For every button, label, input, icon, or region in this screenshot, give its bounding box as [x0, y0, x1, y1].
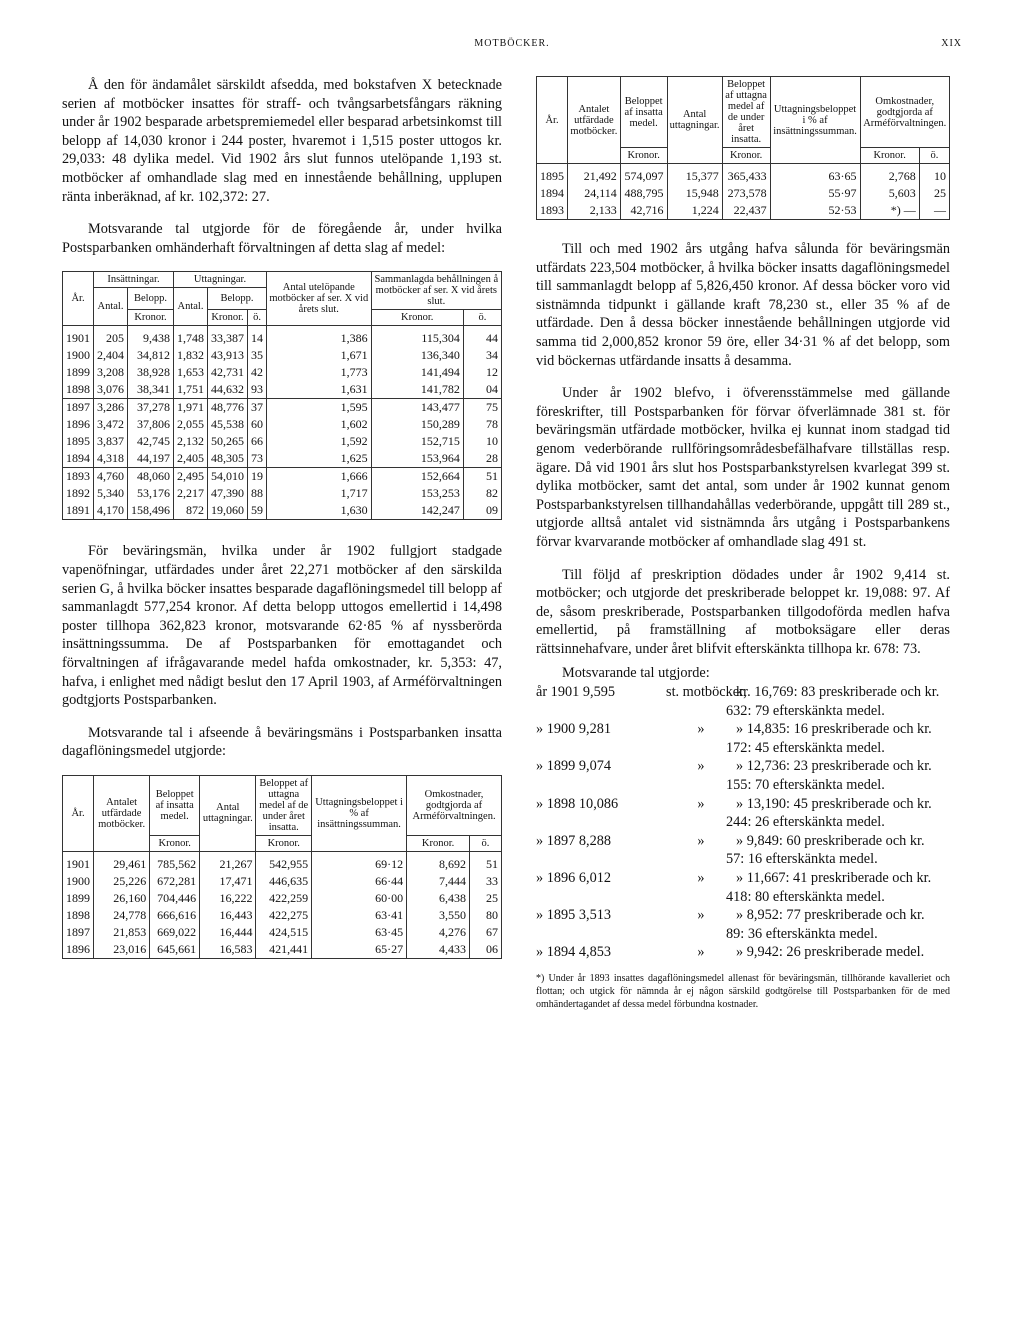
table-cell: 14 — [248, 326, 267, 348]
paragraph-totals: Till och med 1902 års utgång hafva sålunda för beväringsmän utfärdats 223,504 motböcker, å hvilka böcker insatts dagaflöningsmedel till sammanlagdt belopp af 5,826,450 kronor. Af dessa böcker voro vid sistnämnda tidpunkt i gällande kraft 78,230 st., eller 35 % af de utfärdade. Den å dessa böcker innestående behållningen utgjorde vid samma tid 2,000,852 kronor 59 öre, eller 34·31 % af det belopp, som vid böckernas utfärdande insatts å desamma. — [536, 241, 950, 369]
table-cell: 574,097 — [620, 164, 667, 186]
header-kronor: Kronor. — [150, 835, 200, 851]
x-series-table — [62, 271, 502, 520]
list-item-continuation: 244: 26 efterskänkta medel. — [726, 814, 885, 831]
year-cell: 1899 — [63, 890, 94, 907]
table-cell: 42,745 — [128, 433, 174, 450]
header-year: År. — [63, 272, 94, 326]
table-cell: 45,538 — [208, 416, 248, 433]
header-belopp-insatta: Beloppet af insatta medel. — [620, 77, 667, 148]
table-cell: 33,387 — [208, 326, 248, 348]
header-omkostnader: Omkostnader, godtgjorda af Arméförvaltningen. — [860, 77, 949, 148]
table-cell: 704,446 — [150, 890, 200, 907]
table-cell: 67 — [469, 924, 501, 941]
table-cell: 63·45 — [312, 924, 407, 941]
header-kronor: Kronor. — [722, 148, 770, 164]
table-cell: 669,022 — [150, 924, 200, 941]
header-sam-ore: ö. — [463, 310, 501, 326]
table-cell: 73 — [248, 450, 267, 468]
list-item — [536, 720, 950, 739]
paragraph-x-series: Å den för ändamålet särskildt afsedda, med bokstafven X betecknade serien af motböcker insattes för straff- och tvångsarbetsfångars räkning under år 1902 besparade arbetspremiemedel eller besparad arbetsinkomst till belopp af 14,030 kronor i 244 poster, hvaremot i 1,515 poster uttogos kr. 29,033: 48 dylika medel. Vid 1902 års slut funnos utelöpande 1,193 st. motböcker af omhandlade slag med en innestående behållning, upplupen ränta inberäknad, af kr. 102,372: 27. — [62, 77, 502, 205]
dagaflöning-table-body — [63, 851, 502, 958]
list-item-part: st. motböcker, — [666, 684, 747, 701]
table-cell: 51 — [469, 851, 501, 873]
table-cell: 16,222 — [200, 890, 256, 907]
table-cell: 2,055 — [174, 416, 208, 433]
table-cell: 1,631 — [267, 381, 372, 399]
table-row — [63, 485, 502, 502]
table-cell: 153,253 — [371, 485, 463, 502]
table-cell: 422,275 — [256, 907, 312, 924]
table-cell: 38,341 — [128, 381, 174, 399]
table-cell: 66·44 — [312, 873, 407, 890]
year-cell: 1900 — [63, 347, 94, 364]
table-cell: 1,666 — [267, 468, 372, 486]
table-cell: 65·27 — [312, 941, 407, 959]
table-cell: 422,259 — [256, 890, 312, 907]
list-item-part: » 12,736: 23 preskriberade och kr. — [736, 758, 932, 775]
header-year: År. — [63, 775, 94, 851]
table-row — [537, 164, 950, 186]
table-cell: 4,170 — [94, 502, 128, 520]
list-item-part: » — [697, 795, 705, 812]
table-cell: 21,492 — [568, 164, 621, 186]
list-item-part: » — [697, 870, 705, 886]
list-item — [536, 869, 950, 888]
paragraph-dagaflöning-intro: Motsvarande tal i afseende å beväringsmäns i Postsparbanken insatta dagaflöningsmedel utgjorde: — [62, 724, 502, 760]
table-cell: 44 — [463, 326, 501, 348]
list-item-part: » — [697, 907, 705, 924]
table-cell: 38,928 — [128, 364, 174, 381]
paragraph-prior-years: Motsvarande tal utgjorde för de föregående år, under hvilka Postsparbanken omhänderhaft förvaltningen af detta slag af medel: — [62, 221, 502, 256]
table-cell: 446,635 — [256, 873, 312, 890]
table-cell: 115,304 — [371, 326, 463, 348]
table-cell: 666,616 — [150, 907, 200, 924]
table-cell: 1,748 — [174, 326, 208, 348]
table-cell: 19,060 — [208, 502, 248, 520]
table-cell: 158,496 — [128, 502, 174, 520]
table-cell: 16,444 — [200, 924, 256, 941]
year-cell: 1895 — [63, 433, 94, 450]
year-cell: 1893 — [537, 202, 568, 220]
header-sam-kronor: Kronor. — [371, 310, 463, 326]
table-cell: 26,160 — [94, 890, 150, 907]
header-utt-kronor: Kronor. — [208, 310, 248, 326]
year-cell: 1894 — [63, 450, 94, 468]
table-cell: 66 — [248, 433, 267, 450]
x-series-table-body — [63, 326, 502, 520]
table-cell: 15,948 — [667, 185, 722, 202]
table-cell: 48,776 — [208, 399, 248, 417]
table-cell: 35 — [248, 347, 267, 364]
list-item-part: » 14,835: 16 preskriberade och kr. — [736, 721, 932, 738]
list-item-part: » 1898 10,086 — [536, 795, 619, 812]
table-cell: 10 — [463, 433, 501, 450]
table-cell: 16,583 — [200, 941, 256, 959]
table-row — [537, 185, 950, 202]
table-row — [63, 502, 502, 520]
running-title: MOTBÖCKER. — [474, 38, 550, 49]
table-cell: 488,795 — [620, 185, 667, 202]
list-item-part: » 1897 8,288 — [536, 832, 612, 849]
list-item-continuation: 155: 70 efterskänkta medel. — [726, 777, 885, 794]
table-cell: 25 — [469, 890, 501, 907]
list-item — [536, 906, 950, 925]
table-cell: 24,114 — [568, 185, 621, 202]
table-cell: 63·41 — [312, 907, 407, 924]
table-row — [63, 468, 502, 486]
year-cell: 1894 — [537, 185, 568, 202]
year-cell: 1896 — [63, 416, 94, 433]
table-cell: 50,265 — [208, 433, 248, 450]
header-ins-antal: Antal. — [94, 288, 128, 326]
paragraph-förvar: Under år 1902 blefvo, i öfverensstämmelse med gällande föreskrifter, till Postsparbanken för förvar öfverlämnade 381 st. för beväringsmän utfärdade motböcker, hvilka ej kunnat inom stadgad tid genom vederbörande rullföringsområdesbefälhafvare tillställas resp. ägare. Då vid 1901 års slut hos Postsparbankstyrelsen kvarlegat 399 st. dylika motböcker, samt det antal, som under år 1902 kunnat genom Postsparbankstyrelsen tillhandahållas vederbörande, uppgått till 289 st., utgjorde alltså antalet vid sistnämnda års utgång i Postsparbankens förvar kvarvarande motböcker af omhandlade slag 491 st. — [536, 385, 950, 550]
table-cell: 672,281 — [150, 873, 200, 890]
footnote: *) Under år 1893 insattes dagaflöningsmedel allenast för beväringsmän, tillhörande kavalleriet och flottan; och utgick för nämnda år ej någon särskild godtgörelse till Postsparbanken för de med omhändertagandet af dessa medel förbundna kostnader. — [536, 972, 950, 1010]
table-cell: — — [919, 202, 949, 220]
table-cell: 365,433 — [722, 164, 770, 186]
header-utt-antal: Antal. — [174, 288, 208, 326]
year-cell: 1899 — [63, 364, 94, 381]
table-cell: 6,438 — [407, 890, 470, 907]
table-cell: 60·00 — [312, 890, 407, 907]
table-cell: 69·12 — [312, 851, 407, 873]
list-item — [536, 943, 950, 962]
header-year: År. — [537, 77, 568, 164]
list-item-part: » — [697, 758, 705, 775]
table-cell: 37,278 — [128, 399, 174, 417]
table-cell: 872 — [174, 502, 208, 520]
table-row — [537, 202, 950, 220]
table-cell: 54,010 — [208, 468, 248, 486]
header-kronor: Kronor. — [860, 148, 919, 164]
paragraph-beväringsmän: För beväringsmän, hvilka under år 1902 fullgjort stadgade vapenöfningar, utfärdades under året 22,271 motböcker af den särskilda serien G, å hvilka böcker insattes besparade dagaflöningsmedel till belopp af sammanlagdt 577,254 kronor. Af detta belopp uttogos emellertid i 14,498 poster tillhopa 362,823 kronor, motsvarande 62·85 % af nyssberörda insättningssumma. De af Postsparbanken för emottagandet och förvaltningen af ifrågavarande medel hafda omkostnader, kr. 5,353: 47, hafva, i enlighet med nådigt beslut den 17 April 1903, af Arméförvaltningen godtgjorts Postsparbanken. — [62, 543, 502, 709]
list-item-part: » 11,667: 41 preskriberade och kr. — [736, 870, 932, 886]
table-cell: 82 — [463, 485, 501, 502]
table-cell: 93 — [248, 381, 267, 399]
header-insattningar: Insättningar. — [94, 272, 174, 288]
table-cell: 59 — [248, 502, 267, 520]
table-cell: 19 — [248, 468, 267, 486]
table-cell: 1,832 — [174, 347, 208, 364]
table-cell: 48,060 — [128, 468, 174, 486]
header-kronor: Kronor. — [256, 835, 312, 851]
table-cell: 60 — [248, 416, 267, 433]
list-item — [536, 795, 950, 814]
table-cell: 42,716 — [620, 202, 667, 220]
table-cell: 78 — [463, 416, 501, 433]
year-cell: 1897 — [63, 399, 94, 417]
table-cell: 1,671 — [267, 347, 372, 364]
preskription-list — [536, 683, 950, 962]
list-item-continuation: 57: 16 efterskänkta medel. — [726, 851, 878, 868]
header-antal-uttagningar: Antal uttagningar. — [200, 775, 256, 851]
table-cell: 33 — [469, 873, 501, 890]
table-cell: 153,964 — [371, 450, 463, 468]
dagaflöning-table-continued-body — [537, 164, 950, 220]
header-kronor: Kronor. — [620, 148, 667, 164]
header-ins-belopp: Belopp. — [128, 288, 174, 310]
table-cell: 3,076 — [94, 381, 128, 399]
year-cell: 1893 — [63, 468, 94, 486]
table-cell: 273,578 — [722, 185, 770, 202]
table-cell: 52·53 — [770, 202, 860, 220]
list-item-part: » 1895 3,513 — [536, 907, 612, 924]
year-cell: 1901 — [63, 851, 94, 873]
table-cell: 23,016 — [94, 941, 150, 959]
table-cell: 1,773 — [267, 364, 372, 381]
table-row — [63, 347, 502, 364]
table-cell: 51 — [463, 468, 501, 486]
list-item-part: » 8,952: 77 preskriberade och kr. — [736, 907, 925, 924]
table-cell: 17,471 — [200, 873, 256, 890]
table-cell: 34,812 — [128, 347, 174, 364]
table-row — [63, 381, 502, 399]
table-row — [63, 924, 502, 941]
header-sammanlagda: Sammanlagda behållningen å motböcker af ser. X vid årets slut. — [371, 272, 501, 310]
table-cell: 2,217 — [174, 485, 208, 502]
table-cell: 2,495 — [174, 468, 208, 486]
table-cell: 55·97 — [770, 185, 860, 202]
table-cell: 1,971 — [174, 399, 208, 417]
header-belopp-insatta: Beloppet af insatta medel. — [150, 775, 200, 835]
header-antal-uttagningar: Antal uttagningar. — [667, 77, 722, 164]
table-cell: 8,692 — [407, 851, 470, 873]
table-cell: 3,550 — [407, 907, 470, 924]
table-cell: 3,472 — [94, 416, 128, 433]
table-cell: 1,595 — [267, 399, 372, 417]
list-item — [536, 832, 950, 851]
list-item-part: » 9,849: 60 preskriberade och kr. — [736, 832, 925, 849]
header-utt-ore: ö. — [248, 310, 267, 326]
table-cell: 645,661 — [150, 941, 200, 959]
table-cell: 1,653 — [174, 364, 208, 381]
table-cell: 47,390 — [208, 485, 248, 502]
table-row — [63, 364, 502, 381]
list-item-part: » — [697, 721, 705, 738]
header-uttagsbelopp: Uttagningsbeloppet i % af insättningssumman. — [312, 775, 407, 851]
table-row — [63, 851, 502, 873]
table-cell: 143,477 — [371, 399, 463, 417]
year-cell: 1897 — [63, 924, 94, 941]
table-cell: 1,751 — [174, 381, 208, 399]
table-cell: 25,226 — [94, 873, 150, 890]
table-cell: 2,768 — [860, 164, 919, 186]
table-cell: 42,731 — [208, 364, 248, 381]
table-cell: 3,837 — [94, 433, 128, 450]
table-row — [63, 890, 502, 907]
table-cell: 4,760 — [94, 468, 128, 486]
table-cell: 136,340 — [371, 347, 463, 364]
table-row — [63, 326, 502, 348]
table-cell: 542,955 — [256, 851, 312, 873]
table-row — [63, 941, 502, 959]
table-cell: 37 — [248, 399, 267, 417]
table-row — [63, 873, 502, 890]
table-cell: 24,778 — [94, 907, 150, 924]
list-item-part: » 13,190: 45 preskriberade och kr. — [736, 795, 932, 812]
table-cell: 1,602 — [267, 416, 372, 433]
table-cell: 421,441 — [256, 941, 312, 959]
list-item-continuation: 632: 79 efterskänkta medel. — [726, 702, 885, 719]
table-cell: 4,433 — [407, 941, 470, 959]
table-row — [63, 399, 502, 417]
table-cell: 12 — [463, 364, 501, 381]
header-belopp-uttagna: Beloppet af uttagna medel af de under året insatta. — [722, 77, 770, 148]
table-cell: 10 — [919, 164, 949, 186]
table-cell: 43,913 — [208, 347, 248, 364]
list-item-part: år 1901 9,595 — [536, 684, 616, 701]
list-item-part: » 9,942: 26 preskriberade medel. — [736, 944, 925, 961]
right-column — [536, 76, 950, 1011]
dagaflöning-table — [62, 775, 502, 959]
table-cell: 22,437 — [722, 202, 770, 220]
table-cell: 21,853 — [94, 924, 150, 941]
table-cell: 75 — [463, 399, 501, 417]
table-cell: 1,717 — [267, 485, 372, 502]
year-cell: 1901 — [63, 326, 94, 348]
table-cell: 53,176 — [128, 485, 174, 502]
table-cell: 4,276 — [407, 924, 470, 941]
table-cell: 21,267 — [200, 851, 256, 873]
table-cell: 1,224 — [667, 202, 722, 220]
table-cell: 63·65 — [770, 164, 860, 186]
table-cell: 25 — [919, 185, 949, 202]
table-cell: 37,806 — [128, 416, 174, 433]
table-cell: 06 — [469, 941, 501, 959]
list-item-part: kr. 16,769: 83 preskriberade och kr. — [736, 684, 940, 701]
year-cell: 1891 — [63, 502, 94, 520]
header-antal-utelopande: Antal utelöpande motböcker af ser. X vid årets slut. — [267, 272, 372, 326]
table-cell: 2,404 — [94, 347, 128, 364]
header-omkostnader: Omkostnader, godtgjorda af Arméförvaltningen. — [407, 775, 502, 835]
list-item-part: » 1896 6,012 — [536, 870, 612, 886]
table-cell: 88 — [248, 485, 267, 502]
table-cell: 15,377 — [667, 164, 722, 186]
list-item-part: » — [697, 944, 705, 961]
header-ore: ö. — [919, 148, 949, 164]
table-cell: 150,289 — [371, 416, 463, 433]
paragraph-motsvarande: Motsvarande tal utgjorde: — [562, 665, 710, 682]
table-row — [63, 450, 502, 468]
table-cell: 2,132 — [174, 433, 208, 450]
table-row — [63, 416, 502, 433]
table-cell: 2,133 — [568, 202, 621, 220]
list-item — [536, 757, 950, 776]
table-cell: 1,386 — [267, 326, 372, 348]
list-item-continuation: 418: 80 efterskänkta medel. — [726, 888, 885, 905]
table-cell: 7,444 — [407, 873, 470, 890]
paragraph-preskription: Till följd af preskription dödades under år 1902 9,414 st. motböcker; och utgjorde det preskriberade beloppet kr. 19,088: 97. Af de, såsom preskriberade, Postsparbanken tillgodoförda medlen hafva emellertid, på framställning af motboksägare eller deras rättsinnehafvare, under året blifvit efterskänkta tillhopa kr. 678: 73. — [536, 566, 950, 657]
header-belopp-uttagna: Beloppet af uttagna medel af de under året insatta. — [256, 775, 312, 835]
header-ins-kronor: Kronor. — [128, 310, 174, 326]
table-cell: 34 — [463, 347, 501, 364]
table-cell: 44,197 — [128, 450, 174, 468]
header-kronor: Kronor. — [407, 835, 470, 851]
table-cell: 4,318 — [94, 450, 128, 468]
table-cell: 1,630 — [267, 502, 372, 520]
table-cell: 152,715 — [371, 433, 463, 450]
year-cell: 1896 — [63, 941, 94, 959]
table-cell: 04 — [463, 381, 501, 399]
table-cell: 3,208 — [94, 364, 128, 381]
table-cell: 142,247 — [371, 502, 463, 520]
list-item-continuation: 89: 36 efterskänkta medel. — [726, 925, 878, 942]
page-number: XIX — [941, 38, 962, 49]
header-utt-belopp: Belopp. — [208, 288, 267, 310]
table-row — [63, 433, 502, 450]
table-cell: 5,603 — [860, 185, 919, 202]
table-cell: 3,286 — [94, 399, 128, 417]
table-cell: 152,664 — [371, 468, 463, 486]
list-item-part: » 1894 4,853 — [536, 944, 612, 961]
table-cell: 29,461 — [94, 851, 150, 873]
list-item-part: » 1899 9,074 — [536, 758, 612, 775]
dagaflöning-table-continued — [536, 76, 950, 220]
table-cell: 785,562 — [150, 851, 200, 873]
header-ore: ö. — [469, 835, 501, 851]
header-antalet: Antalet utfärdade motböcker. — [94, 775, 150, 851]
table-cell: 5,340 — [94, 485, 128, 502]
table-cell: 2,405 — [174, 450, 208, 468]
list-item-part: » 1900 9,281 — [536, 721, 612, 738]
table-cell: 141,782 — [371, 381, 463, 399]
table-cell: 16,443 — [200, 907, 256, 924]
list-item — [536, 683, 950, 702]
table-cell: 80 — [469, 907, 501, 924]
table-cell: 141,494 — [371, 364, 463, 381]
table-cell: 48,305 — [208, 450, 248, 468]
table-cell: 1,625 — [267, 450, 372, 468]
header-uttagningar: Uttagningar. — [174, 272, 267, 288]
year-cell: 1900 — [63, 873, 94, 890]
table-cell: 1,592 — [267, 433, 372, 450]
table-cell: 09 — [463, 502, 501, 520]
table-cell: 9,438 — [128, 326, 174, 348]
header-antalet: Antalet utfärdade motböcker. — [568, 77, 621, 164]
list-item-part: » — [697, 832, 705, 849]
header-uttagsbelopp: Uttagningsbeloppet i % af insättningssumman. — [770, 77, 860, 164]
list-item-continuation: 172: 45 efterskänkta medel. — [726, 739, 885, 756]
table-cell: 42 — [248, 364, 267, 381]
left-column — [62, 76, 502, 959]
table-row — [63, 907, 502, 924]
table-cell: 205 — [94, 326, 128, 348]
year-cell: 1895 — [537, 164, 568, 186]
year-cell: 1898 — [63, 381, 94, 399]
year-cell: 1898 — [63, 907, 94, 924]
table-cell: 44,632 — [208, 381, 248, 399]
year-cell: 1892 — [63, 485, 94, 502]
table-cell: *) — — [860, 202, 919, 220]
table-cell: 28 — [463, 450, 501, 468]
table-cell: 424,515 — [256, 924, 312, 941]
